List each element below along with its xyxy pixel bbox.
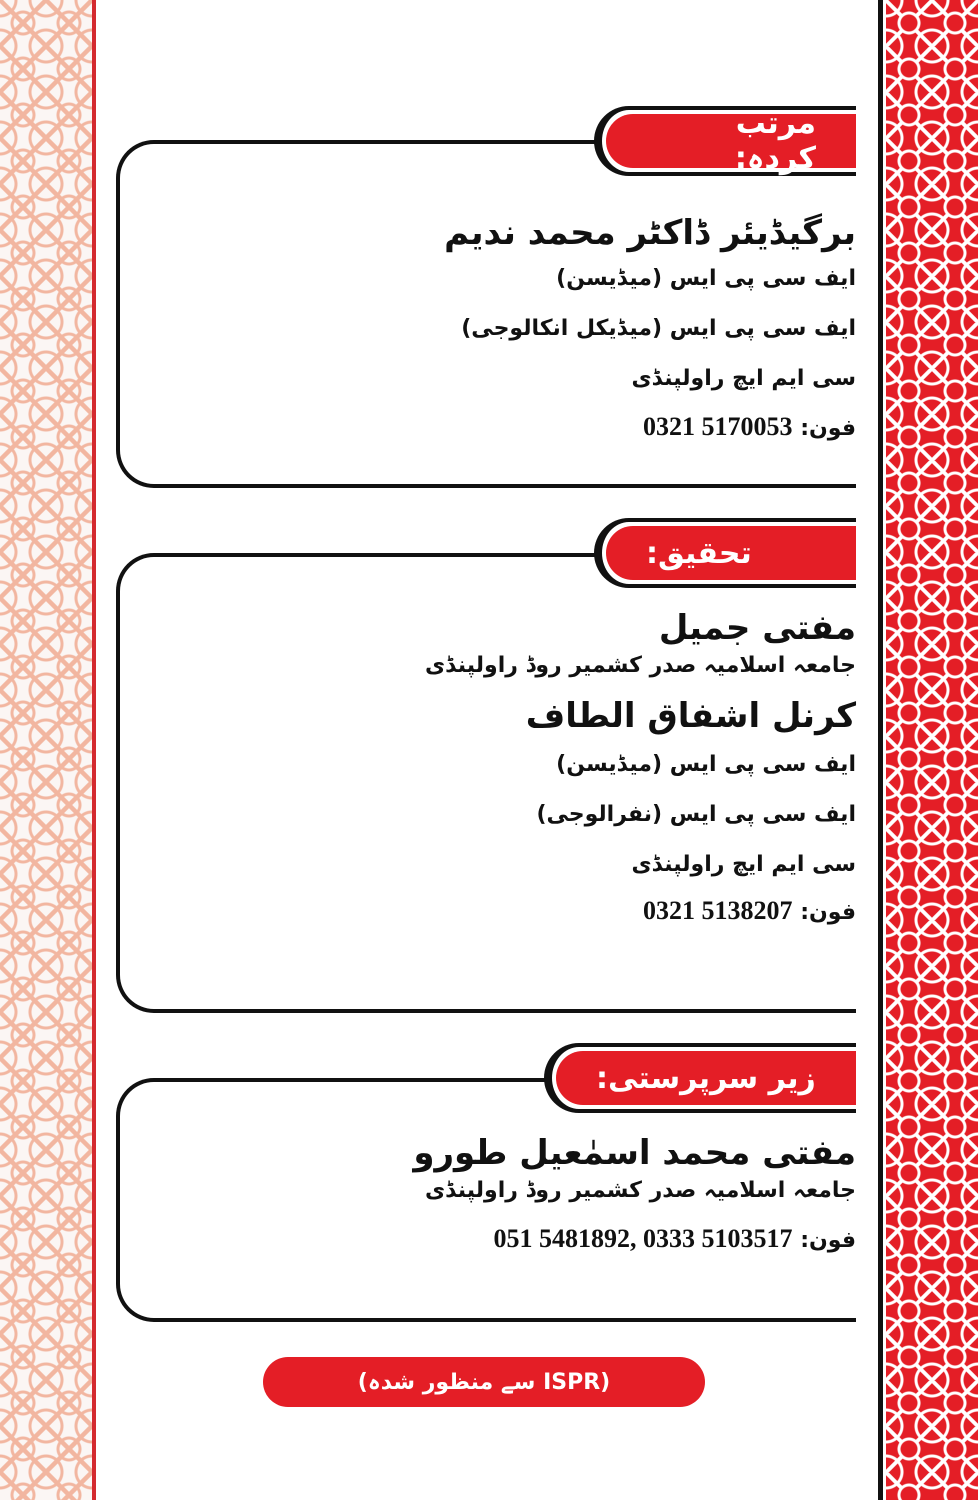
section-research-content (425, 605, 856, 926)
phone-number: 0321 5138207 (643, 896, 793, 926)
right-black-rule (878, 0, 883, 1500)
person-qualification: ایف سی پی ایس (میڈیسن) (556, 265, 856, 291)
section-heading: زیر سرپرستی: (556, 1051, 856, 1105)
section-compiled-by-tab (594, 108, 856, 174)
person-affiliation: جامعہ اسلامیہ صدر کشمیر روڈ راولپنڈی (424, 1177, 856, 1203)
person-name: کرنل اشفاق الطاف (525, 695, 856, 736)
person-name: مفتی جمیل (658, 608, 856, 648)
phone-number: 0321 5170053 (643, 411, 793, 441)
section-research-tab (594, 520, 856, 586)
person-affiliation: سی ایم ایچ راولپنڈی (631, 365, 856, 391)
phone-label: فون: (800, 415, 856, 441)
right-geometric-border (886, 0, 978, 1500)
section-compiled-by-content (444, 210, 856, 442)
tab-frame (594, 518, 856, 588)
phone-row (413, 1224, 856, 1254)
person-affiliation: جامعہ اسلامیہ صدر کشمیر روڈ راولپنڈی (424, 652, 856, 678)
phone-label: فون: (800, 900, 856, 926)
phone-row (444, 412, 856, 442)
person-name: برگیڈیئر ڈاکٹر محمد ندیم (444, 213, 856, 253)
left-red-rule (92, 0, 96, 1500)
tab-frame (544, 1043, 856, 1113)
person-qualification: ایف سی پی ایس (میڈیکل انکالوجی) (461, 315, 856, 341)
section-heading: مرتب کردہ: (606, 114, 856, 168)
section-patronage-tab (544, 1045, 856, 1111)
ispr-approval-badge: (ISPR سے منظور شدہ) (263, 1357, 705, 1407)
phone-label: فون: (800, 1227, 856, 1253)
section-heading: تحقیق: (606, 526, 856, 580)
person-qualification: ایف سی پی ایس (میڈیسن) (556, 752, 856, 778)
section-patronage-content (413, 1130, 856, 1254)
person-name: مفتی محمد اسمٰعیل طورو (413, 1133, 856, 1173)
phone-number: 051 5481892, 0333 5103517 (493, 1223, 793, 1253)
person-affiliation: سی ایم ایچ راولپنڈی (631, 852, 856, 878)
person-qualification: ایف سی پی ایس (نفرالوجی) (536, 802, 856, 828)
phone-row (425, 896, 856, 926)
left-geometric-border (0, 0, 93, 1500)
tab-frame (594, 106, 856, 176)
